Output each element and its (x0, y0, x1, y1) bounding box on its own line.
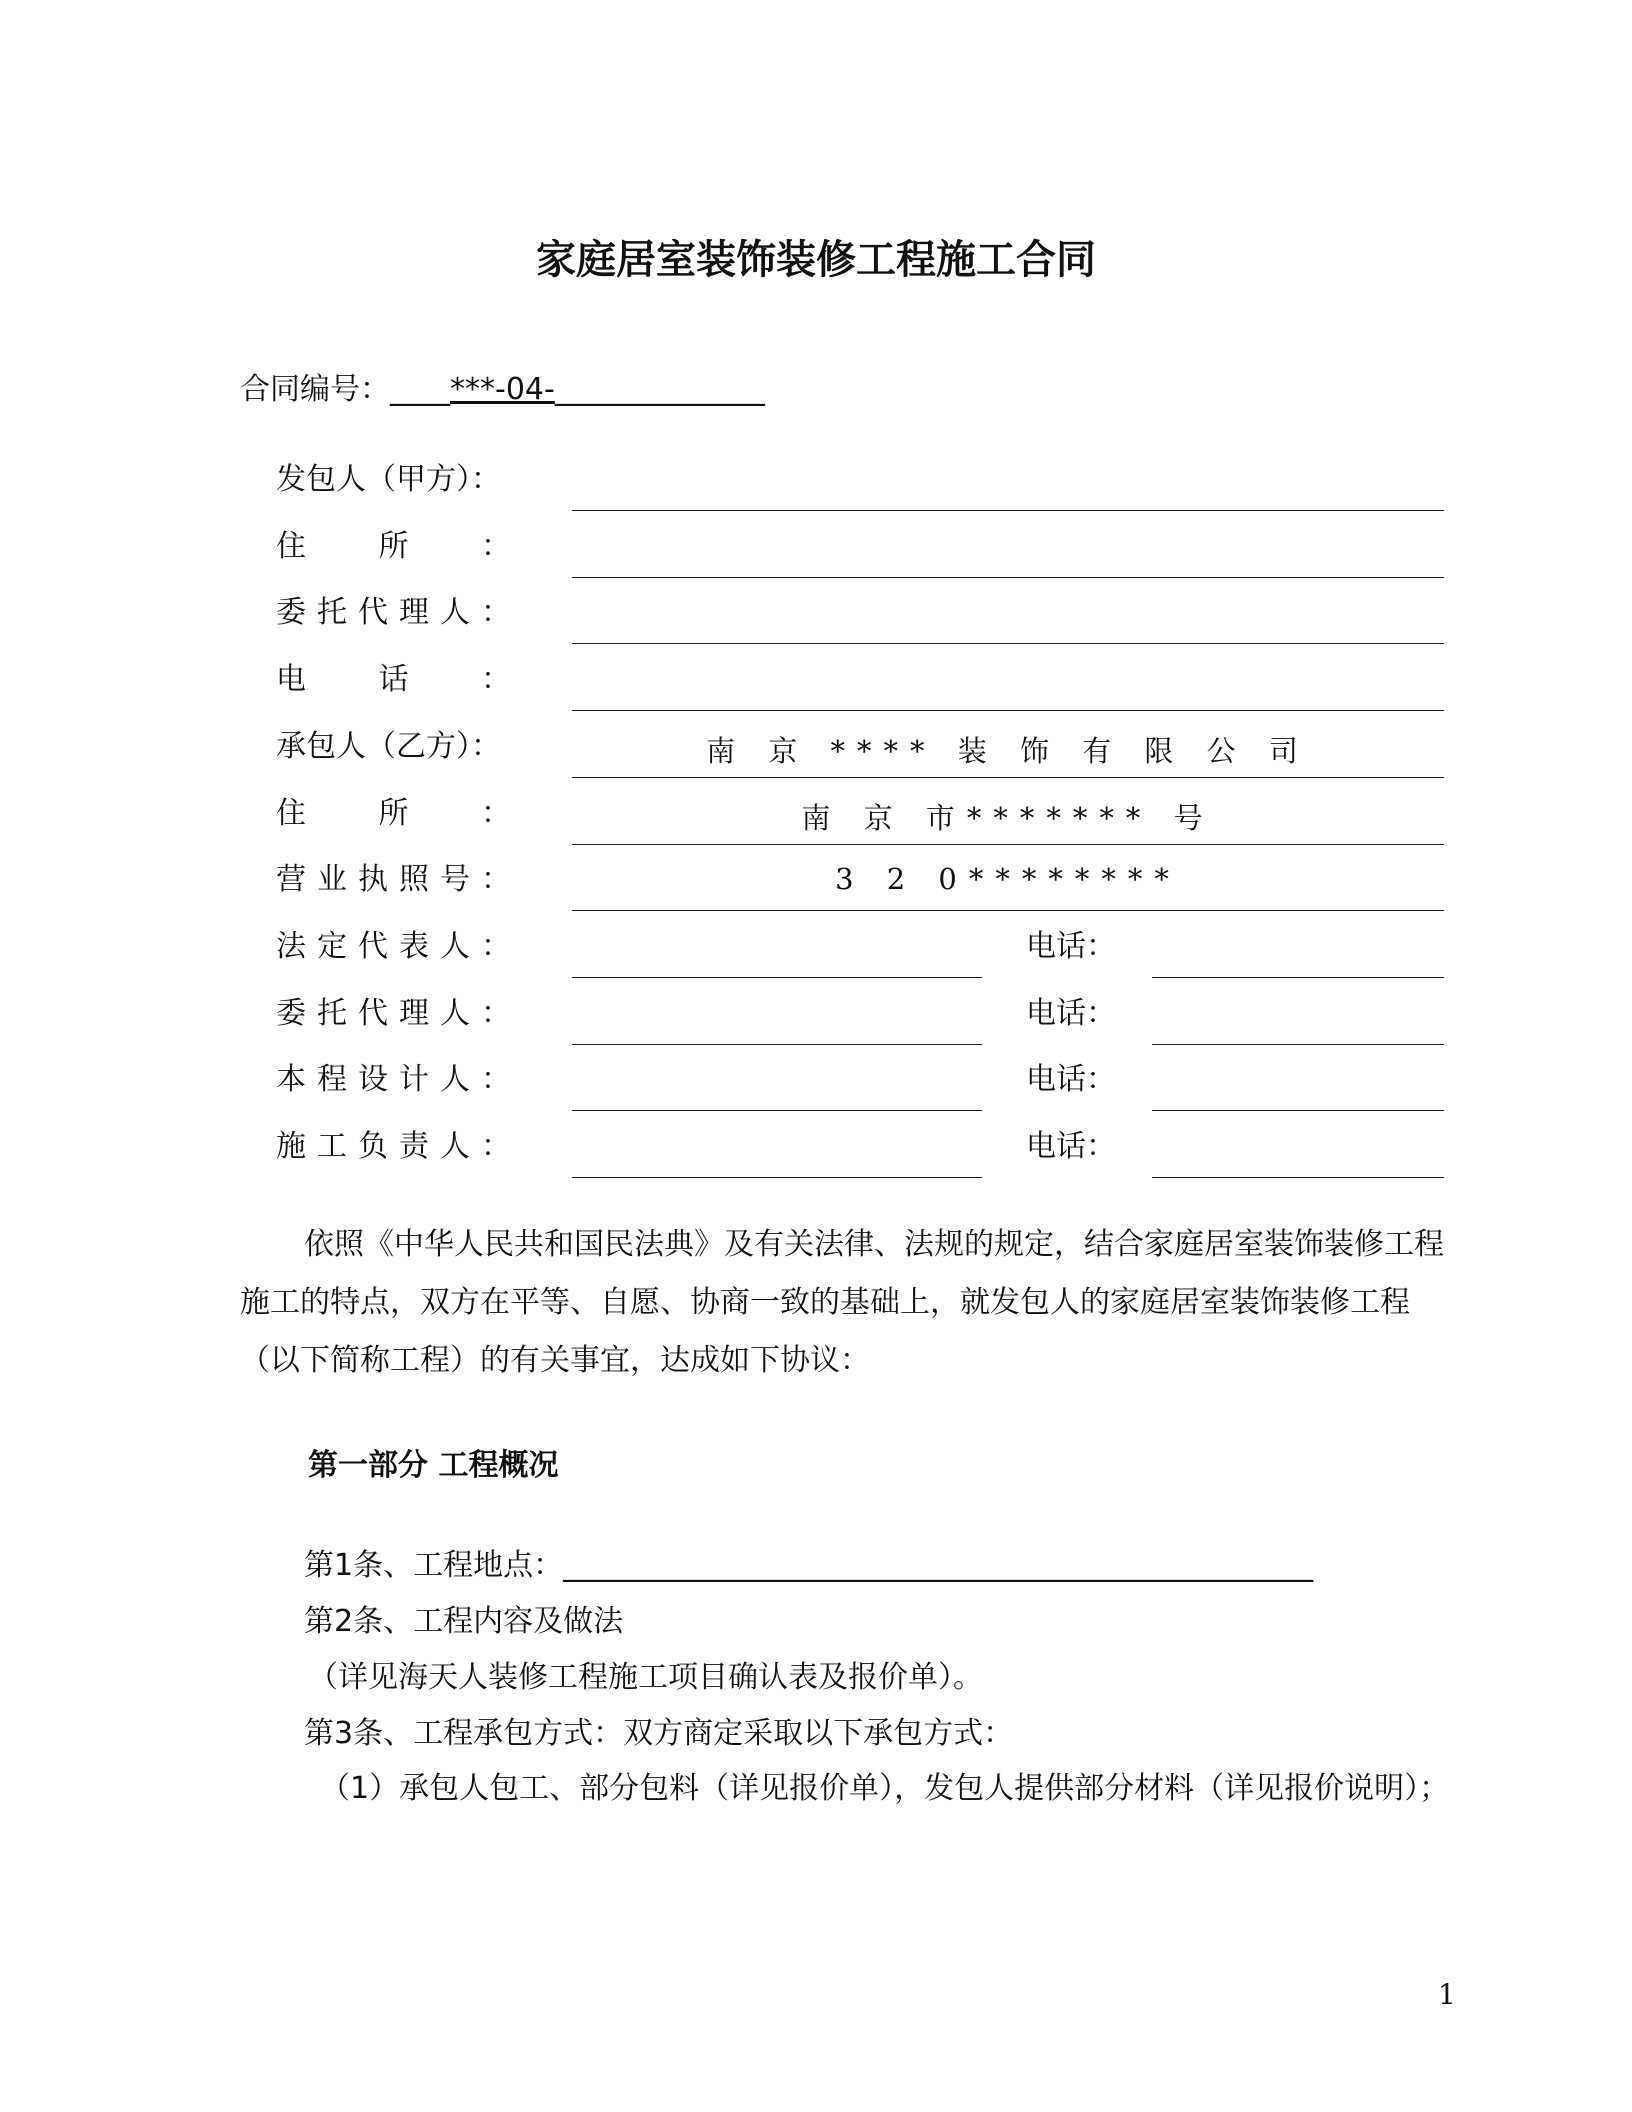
party-b-legal-rep-label (276, 927, 511, 967)
party-a-agent-field[interactable] (572, 643, 1444, 644)
party-a-address-field[interactable] (572, 577, 1444, 578)
label-char: ： (481, 996, 511, 1031)
label-char: 负 (358, 1129, 388, 1164)
preamble-text: 依照《中华人民共和国民法典》及有关法律、法规的规定，结合家庭居室装饰装修工程施工的特点，双方在平等、自愿、协商一致的基础上，就发包人的家庭居室装饰装修工程（以下简称工程）的有关事宜，达成如下协议： (240, 1227, 1444, 1378)
label-char: 托 (317, 595, 347, 630)
label-char: 代 (358, 996, 388, 1031)
label-char: 方 (426, 462, 456, 497)
preamble-paragraph (240, 1216, 1460, 1390)
label-char: 人 (440, 996, 470, 1031)
label-char: ： (481, 529, 511, 564)
clause-1-text: 第1条、工程地点： (304, 1548, 564, 1583)
label-char: 住 (276, 529, 306, 564)
label-char: 委 (276, 595, 306, 630)
label-char: 营 (276, 862, 306, 897)
party-a-phone-field[interactable] (572, 710, 1444, 711)
party-b-legal-rep-phone-field[interactable] (1152, 977, 1444, 978)
party-b-manager-label (276, 1127, 511, 1167)
label-char: ： (471, 729, 501, 764)
document-title: 家庭居室装饰装修工程施工合同 (536, 237, 1096, 283)
label-char: 电 (276, 662, 306, 697)
label-char: 理 (399, 595, 429, 630)
party-b-address-value: 南 京 市******* 号 (801, 801, 1215, 835)
label-char: 人 (440, 1062, 470, 1097)
label-char: 执 (358, 862, 388, 897)
label-char: 乙 (396, 729, 426, 764)
party-b-designer-phone-field[interactable] (1152, 1110, 1444, 1111)
label-char: 照 (399, 862, 429, 897)
label-char: 责 (399, 1129, 429, 1164)
clause-1 (304, 1540, 1313, 1584)
clause-3-item-1-block (240, 1760, 1450, 1818)
label-char: ） (456, 462, 471, 497)
label-char: 理 (399, 996, 429, 1031)
party-b-agent-phone-label: 电话： (1026, 996, 1116, 1031)
clause-3: 第3条、工程承包方式：双方商定采取以下承包方式： (304, 1716, 1014, 1751)
label-char: 表 (399, 929, 429, 964)
label-char: 方 (426, 729, 456, 764)
page-number: 1 (1438, 1978, 1456, 2011)
party-b-agent-field[interactable] (572, 1044, 982, 1045)
label-char: 委 (276, 996, 306, 1031)
label-char: 本 (276, 1062, 306, 1097)
label-char: 人 (336, 462, 366, 497)
party-b-agent-label (276, 994, 511, 1034)
contract-number (240, 364, 765, 408)
label-char: 人 (440, 595, 470, 630)
label-char: 号 (440, 862, 470, 897)
contract-number-suffix: ______________ (554, 372, 765, 407)
party-b-name-field[interactable] (572, 777, 1444, 778)
label-char: （ (366, 462, 396, 497)
label-char: ： (481, 1062, 511, 1097)
label-char: 住 (276, 796, 306, 831)
party-a-address-label (276, 527, 511, 567)
party-b-agent-phone-field[interactable] (1152, 1044, 1444, 1045)
label-char: 发 (276, 462, 306, 497)
clause-3-item-1: （1）承包人包工、部分包料（详见报价单），发包人提供部分材料（详见报价说明）； (320, 1771, 1450, 1806)
section-title: 第一部分 工程概况 (308, 1448, 559, 1483)
contract-number-prefix: ____ (390, 372, 450, 407)
party-b-name-label (276, 727, 501, 767)
party-b-designer-phone-label: 电话： (1026, 1062, 1116, 1097)
party-b-address-field[interactable] (572, 844, 1444, 845)
label-char: 定 (317, 929, 347, 964)
label-char: 施 (276, 1129, 306, 1164)
label-char: 人 (440, 1129, 470, 1164)
label-char: ： (471, 462, 501, 497)
label-char: ： (481, 929, 511, 964)
label-char: ： (481, 595, 511, 630)
label-char: 计 (399, 1062, 429, 1097)
label-char: 法 (276, 929, 306, 964)
label-char: ） (456, 729, 471, 764)
label-char: 人 (336, 729, 366, 764)
party-a-name-field[interactable] (572, 510, 1444, 511)
party-a-phone-label (276, 660, 511, 700)
party-b-name-value: 南 京 **** 装 饰 有 限 公 司 (706, 734, 1310, 768)
party-b-license-value: 3 2 0******** (835, 862, 1181, 896)
label-char: ： (481, 1129, 511, 1164)
label-char: 人 (440, 929, 470, 964)
label-char: 业 (317, 862, 347, 897)
label-char: ： (481, 662, 511, 697)
clause-2: 第2条、工程内容及做法 (304, 1604, 624, 1639)
contract-number-value: ***-04- (450, 372, 555, 407)
clause-1-blank: __________________________________________________ (563, 1548, 1314, 1583)
party-b-address-label (276, 794, 511, 834)
label-char: 托 (317, 996, 347, 1031)
label-char: 设 (358, 1062, 388, 1097)
party-b-license-label (276, 860, 511, 900)
party-b-legal-rep-field[interactable] (572, 977, 982, 978)
label-char: 所 (378, 796, 409, 831)
label-char: （ (366, 729, 396, 764)
party-a-agent-label (276, 593, 511, 633)
label-char: 包 (306, 729, 336, 764)
label-char: 承 (276, 729, 306, 764)
label-char: 代 (358, 929, 388, 964)
clause-2-note: （详见海天人装修工程施工项目确认表及报价单）。 (308, 1660, 983, 1695)
label-char: ： (481, 796, 511, 831)
label-char: 所 (378, 529, 409, 564)
label-char: 程 (317, 1062, 347, 1097)
party-b-designer-label (276, 1060, 511, 1100)
party-a-name-label (276, 460, 501, 500)
party-b-designer-field[interactable] (572, 1110, 982, 1111)
party-b-legal-rep-phone-label: 电话： (1026, 929, 1116, 964)
party-b-manager-field[interactable] (572, 1177, 982, 1178)
party-b-license-field[interactable] (572, 910, 1444, 911)
label-char: 工 (317, 1129, 347, 1164)
label-char: 包 (306, 462, 336, 497)
party-b-manager-phone-label: 电话： (1026, 1129, 1116, 1164)
label-char: ： (481, 862, 511, 897)
label-char: 代 (358, 595, 388, 630)
label-char: 话 (378, 662, 409, 697)
party-b-manager-phone-field[interactable] (1152, 1177, 1444, 1178)
contract-number-label: 合同编号： (240, 372, 390, 407)
label-char: 甲 (396, 462, 426, 497)
